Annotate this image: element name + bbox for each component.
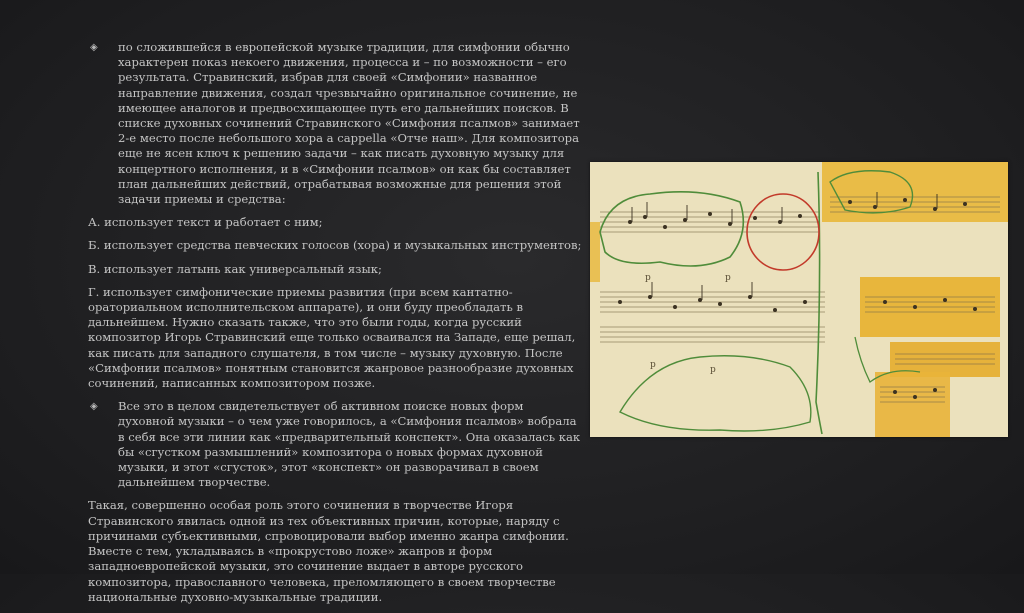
bullet-text-2: Все это в целом свидетельствует об активном поиске новых форм духовной музыки – о чем уже говорилось, а «Симфония псалмов» вобрала в себя все эти линии как «предварительный конспект». Она оказалась как бы «сгустком размышлений» композитора о новых формах духовной музыки, и этот «сгусток», этот «конспект» он разворачивал в своем дальнейшем творчестве. <box>118 399 581 490</box>
svg-text:p: p <box>710 365 716 375</box>
slide-text <box>88 40 582 613</box>
closing-paragraph: Такая, совершенно особая роль этого сочинения в творчестве Игоря Стравинского явилась одной из тех объективных причин, которые, наряду с причинами субъективными, спровоцировали выбор именно жанра симфонии. Вместе с тем, укладываясь в «прокрустово ложе» жанров и форм западноевропейской музыки, это сочинение выдает в авторе русского композитора, православного человека, преломляющего в своем творчестве национальные духовно-музыкальные традиции. <box>88 498 569 604</box>
manuscript-image <box>590 162 1008 437</box>
paragraph-b: Б. использует средства певческих голосов (хора) и музыкальных инструментов; <box>88 238 582 253</box>
paragraph-d: Г. использует симфонические приемы развития (при всем кантатно-ораториальном исполнительском аппарате), и они буду преобладать в дальнейшем. Нужно сказать также, что это были годы, когда русский композитор Игорь Стравинский еще только осваивался на Западе, еще решал, как писать для западного слушателя, в том числе – музыку духовную. После «Симфонии псалмов» понятным становится жанровое разнообразие духовных сочинений, написанных композитором позже. <box>88 284 576 391</box>
paragraph-a: А. использует текст и работает с ним; <box>88 215 323 230</box>
diamond-bullet-icon: ◈ <box>90 42 98 53</box>
bullet-paragraph-1 <box>88 40 582 207</box>
svg-text:p: p <box>725 273 731 283</box>
bullet-paragraph-2 <box>88 399 582 490</box>
svg-text:p: p <box>650 360 656 370</box>
bullet-text-1: по сложившейся в европейской музыке традиции, для симфонии обычно характерен показ некоего движения, процесса и – по возможности – его результата. Стравинский, избрав для своей «Симфонии» названное направление движения, создал чрезвычайно оригинальное сочинение, не имеющее аналогов и предвосхищающее путь его дальнейших поисков. В списке духовных сочинений Стравинского «Симфония псалмов» занимает 2-е место после небольшого хора a cappella «Отче наш». Для композитора еще не ясен ключ к решению задачи – как писать духовную музыку для концертного исполнения, и в «Симфонии псалмов» он как бы составляет план дальнейших действий, отрабатывая возможные для решения этой задачи приемы и средства: <box>118 40 580 207</box>
manuscript-sketch-drawing <box>590 162 1008 437</box>
diamond-bullet-icon: ◈ <box>90 401 98 413</box>
svg-text:p: p <box>645 273 651 283</box>
paragraph-c: В. использует латынь как универсальный язык; <box>88 261 382 276</box>
